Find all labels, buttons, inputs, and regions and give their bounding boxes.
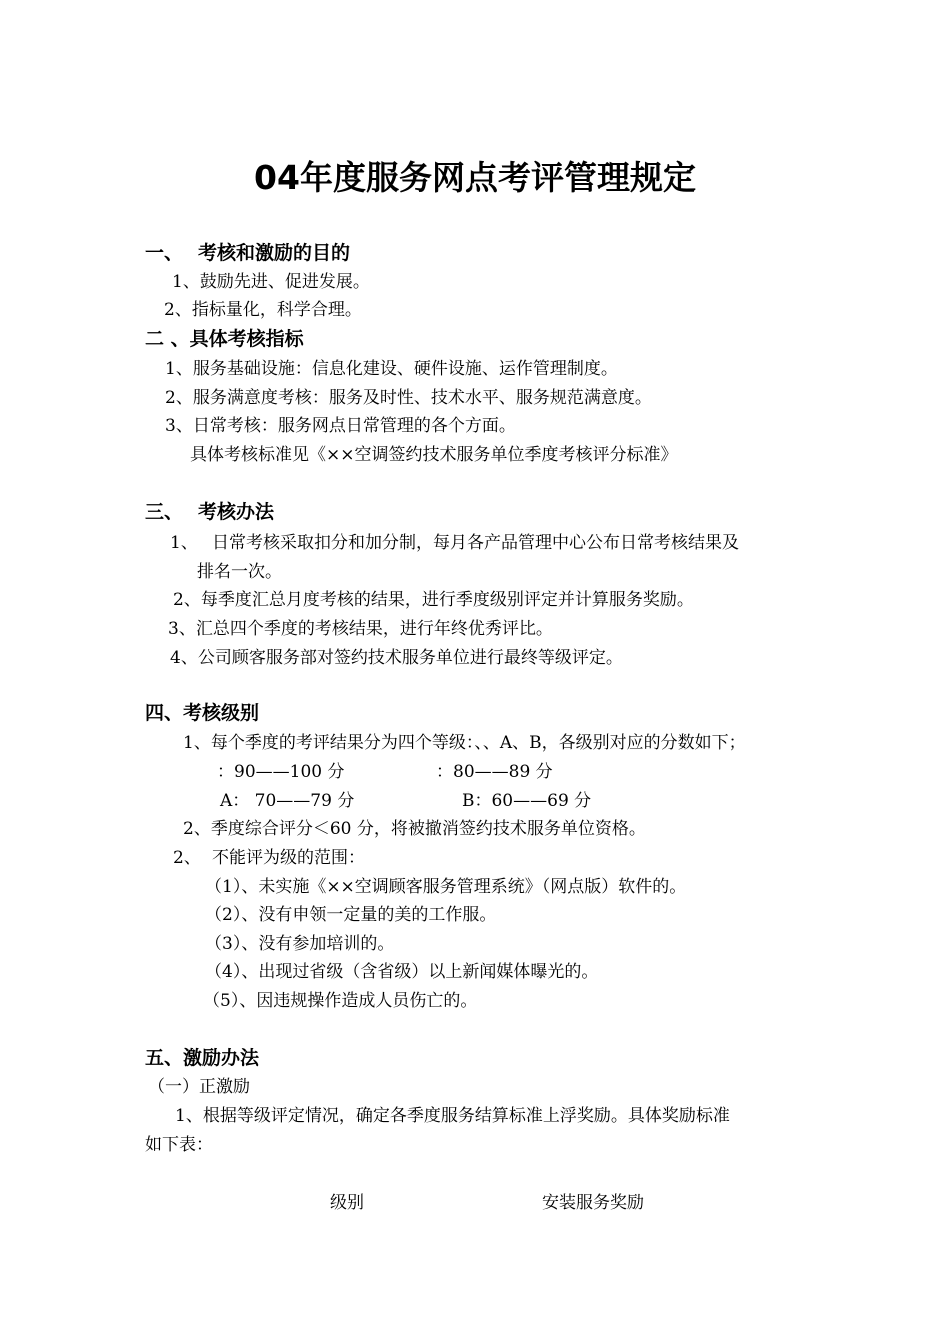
s1-item-2: 2、指标量化，科学合理。	[164, 300, 362, 320]
s2-item-1: 1、服务基础设施：信息化建设、硬件设施、运作管理制度。	[165, 359, 618, 379]
section-1-number: 一、	[145, 242, 184, 264]
s3-item-2: 2、每季度汇总月度考核的结果，进行季度级别评定并计算服务奖励。	[173, 590, 694, 610]
exclusion-3: （3）、没有参加培训的。	[205, 934, 395, 954]
section-3-heading: 考核办法	[198, 501, 275, 523]
s3-item-1-number: 1、	[170, 533, 198, 553]
s5-subheading: （一）正激励	[148, 1077, 250, 1097]
section-2-heading: 二 、具体考核指标	[145, 328, 304, 350]
section-4-heading: 四、考核级别	[145, 702, 260, 724]
s3-item-1-line-2: 排名一次。	[197, 562, 282, 582]
s2-item-3: 3、日常考核：服务网点日常管理的各个方面。	[165, 416, 516, 436]
s3-item-4: 4、公司顾客服务部对签约技术服务单位进行最终等级评定。	[170, 648, 623, 668]
s3-item-3: 3、汇总四个季度的考核结果，进行年终优秀评比。	[168, 619, 553, 639]
s2-note: 具体考核标准见《××空调签约技术服务单位季度考核评分标准》	[190, 445, 678, 465]
exclusion-4: （4）、出现过省级（含省级）以上新闻媒体曝光的。	[205, 962, 599, 982]
table-header-level: 级别	[330, 1193, 364, 1213]
section-5-heading: 五、激励办法	[145, 1047, 260, 1069]
section-3-number: 三、	[145, 501, 184, 523]
s5-paragraph-line-2: 如下表：	[145, 1135, 213, 1155]
section-1-heading: 考核和激励的目的	[198, 242, 351, 264]
exclusion-5: （5）、因违规操作造成人员伤亡的。	[203, 991, 478, 1011]
s4-item-3-number: 2、	[173, 848, 201, 868]
s4-item-2: 2、季度综合评分＜60 分，将被撤消签约技术服务单位资格。	[183, 819, 646, 839]
grade-range-2: ：80——89 分	[436, 762, 553, 782]
exclusion-2: （2）、没有申领一定量的美的工作服。	[205, 905, 497, 925]
grade-range-1: ：90——100 分	[217, 762, 345, 782]
table-header-install-reward: 安装服务奖励	[542, 1193, 644, 1213]
grade-range-b: B：60——69 分	[462, 791, 592, 811]
grade-range-a: A： 70——79 分	[220, 791, 355, 811]
s2-item-2: 2、服务满意度考核：服务及时性、技术水平、服务规范满意度。	[165, 388, 652, 408]
s3-item-1-line-1: 日常考核采取扣分和加分制，每月各产品管理中心公布日常考核结果及	[212, 533, 739, 553]
s4-item-1: 1、每个季度的考评结果分为四个等级：、、A、B，各级别对应的分数如下；	[183, 733, 746, 753]
s5-paragraph-line-1: 1、根据等级评定情况，确定各季度服务结算标准上浮奖励。具体奖励标准	[175, 1106, 730, 1126]
s1-item-1: 1、鼓励先进、促进发展。	[172, 272, 370, 292]
page-title: 04年度服务网点考评管理规定	[254, 158, 696, 197]
exclusion-1: （1）、未实施《××空调顾客服务管理系统》（网点版）软件的。	[205, 877, 687, 897]
s4-item-3: 不能评为级的范围：	[212, 848, 365, 868]
